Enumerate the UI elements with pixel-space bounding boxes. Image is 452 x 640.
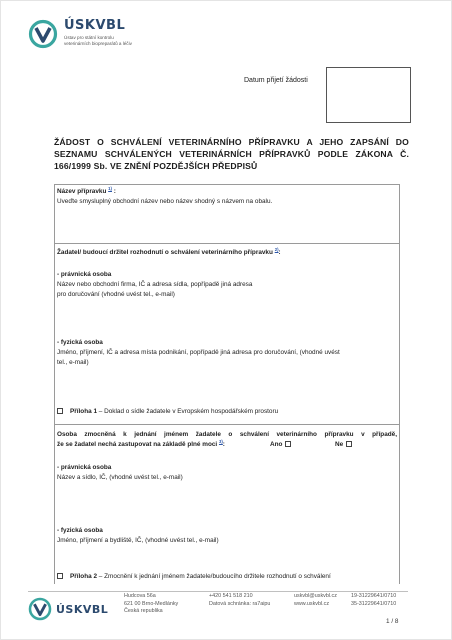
logo-subtitle: Ústav pro státní kontrolu veterinárních biopreparátů a léčiv	[64, 35, 132, 46]
footnote-3-link[interactable]: 3)	[218, 438, 223, 444]
date-received-box[interactable]	[326, 67, 411, 123]
uskvbl-logo	[28, 19, 134, 49]
footer-web	[294, 593, 337, 608]
annex-2-row: Příloha 2 – Zmocnění k jednání jménem žadatele/budoucího držitele rozhodnutí o schválení	[57, 573, 331, 582]
applicant-legal-heading: - právnická osoba	[57, 271, 112, 278]
representative-legal-text: Název a sídlo, IČ, (vhodné uvést tel., e-mail)	[57, 474, 183, 481]
applicant-natural-text-2: tel., e-mail)	[57, 359, 89, 366]
footnote-2-link[interactable]: 2)	[274, 246, 279, 252]
applicant-natural-heading: - fyzická osoba	[57, 339, 103, 346]
representative-no-checkbox[interactable]	[346, 441, 352, 447]
date-received-label: Datum přijetí žádosti	[244, 77, 308, 84]
logo-v-icon	[28, 597, 52, 621]
applicant-natural-text-1: Jméno, příjmení, IČ a adresa místa podnikání, popřípadě jiná adresa pro doručování, (vhodné uvést	[57, 349, 340, 356]
representative-natural-text: Jméno, příjmení a bydliště, IČ, (vhodné uvést tel., e-mail)	[57, 537, 219, 544]
footer-website-link[interactable]: www.uskvbl.cz	[294, 600, 330, 607]
applicant-label: Žadatel/ budoucí držitel rozhodnutí o schválení veterinárního přípravku $^{2)}$:	[57, 246, 281, 256]
annex-1-checkbox[interactable]	[57, 408, 63, 414]
document-title: ŽÁDOST O SCHVÁLENÍ VETERINÁRNÍHO PŘÍPRAVKU A JEHO ZAPSÁNÍ DO SEZNAMU SCHVÁLENÝCH VETERINÁRNÍCH PŘÍPRAVKŮ PODLE ZÁKONA Č. 166/1999 Sb. VE ZNĚNÍ POZDĚJŠÍCH PŘEDPISŮ	[54, 137, 409, 171]
representative-natural-heading: - fyzická osoba	[57, 527, 103, 534]
logo-name: ÚSKVBL	[64, 18, 126, 33]
product-name-hint: Uveďte smysluplný obchodní název nebo název shodný s názvem na obalu.	[57, 198, 273, 205]
applicant-natural-field[interactable]	[57, 370, 397, 404]
representative-natural-field[interactable]	[57, 548, 397, 570]
footer-contact	[209, 593, 270, 608]
representative-yes-checkbox[interactable]	[285, 441, 291, 447]
footer-address: Hudcova 56a 621 00 Brno-Medlánky Česká republika	[124, 593, 179, 615]
representative-legal-heading: - právnická osoba	[57, 464, 112, 471]
footer-logo-name: ÚSKVBL	[56, 602, 109, 616]
product-name-field[interactable]	[57, 209, 397, 239]
footer-databox: Datová schránka: ra7aipu	[209, 600, 271, 607]
annex-2-checkbox[interactable]	[57, 573, 63, 579]
representative-yes-option: Ano	[270, 441, 291, 450]
representative-legal-field[interactable]	[57, 485, 397, 523]
footer-phone: +420 541 518 210	[209, 593, 253, 599]
section-divider	[54, 243, 400, 244]
footer-logo	[28, 597, 108, 621]
product-name-label: Název přípravku $^{1)}$ :	[57, 185, 116, 195]
logo-v-icon	[28, 19, 58, 49]
applicant-legal-text-1: Název nebo obchodní firma, IČ a adresa sídla, popřípadě jiná adresa	[57, 281, 253, 288]
page-number: 1 / 8	[386, 618, 399, 625]
representative-question-line-1: Osoba zmocněná k jednání jménem žadatele o schválení veterinárního přípravku v případě,	[57, 431, 397, 438]
applicant-legal-field[interactable]	[57, 302, 397, 336]
section-divider	[54, 424, 400, 425]
representative-question-line-2: že se žadatel nechá zastupovat na základě plné moci $^{3)}$:	[57, 438, 225, 448]
footnote-1-link[interactable]: 1)	[108, 185, 112, 191]
footer-email-link[interactable]: uskvbl@uskvbl.cz	[294, 593, 337, 599]
annex-1-row: Příloha 1 – Doklad o sídle žadatele v Evropském hospodářském prostoru	[57, 408, 278, 417]
footer-bank-ids: 19-31229641/0710 35-31229641/0710	[351, 593, 397, 607]
representative-no-option: Ne	[335, 441, 352, 450]
footer-divider	[28, 591, 408, 592]
applicant-legal-text-2: pro doručování (vhodné uvést tel., e-mail)	[57, 291, 175, 298]
